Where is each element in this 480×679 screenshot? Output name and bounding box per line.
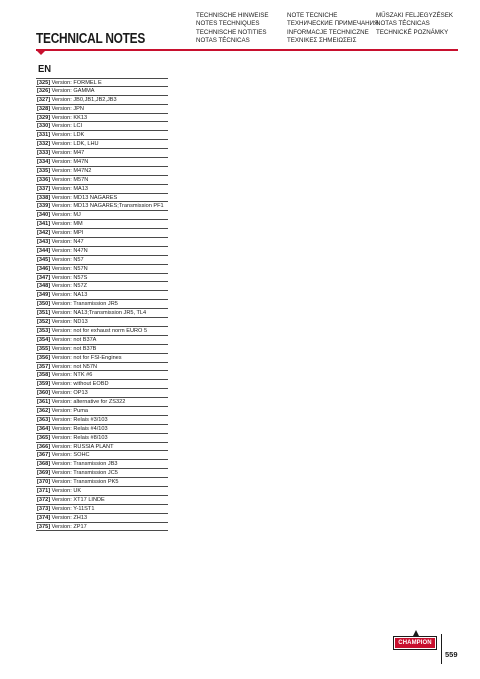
note-code: [330] bbox=[37, 123, 51, 130]
heading-es: NOTAS TÉCNICAS bbox=[196, 36, 250, 44]
note-code: [325] bbox=[37, 80, 51, 86]
heading-nl: TECHNISCHE NOTITIES bbox=[196, 28, 267, 36]
note-text: Version: MPI bbox=[51, 230, 84, 237]
note-code: [375] bbox=[37, 523, 51, 530]
heading-fr: NOTES TECHNIQUES bbox=[196, 20, 260, 28]
note-row bbox=[36, 478, 168, 487]
note-row bbox=[36, 291, 168, 300]
note-row bbox=[36, 389, 168, 398]
note-text: Version: M47N bbox=[51, 159, 89, 166]
note-text: Version: UK bbox=[51, 487, 82, 494]
note-row bbox=[36, 96, 168, 105]
note-code: [345] bbox=[37, 256, 51, 263]
note-code: [353] bbox=[37, 327, 51, 334]
note-code: [351] bbox=[37, 310, 51, 317]
note-row bbox=[36, 78, 168, 87]
heading-ru: ТЕХНИЧЕСКИЕ ПРИМЕЧАНИЯ bbox=[287, 20, 379, 28]
note-code: [369] bbox=[37, 470, 51, 477]
note-text: Version: MD13 NAGARES bbox=[51, 194, 118, 201]
note-text: Version: NA13 bbox=[51, 292, 88, 299]
note-row bbox=[36, 496, 168, 505]
note-code: [374] bbox=[37, 514, 51, 521]
note-text: Version: JB0,JB1,JB2,JB3 bbox=[51, 96, 117, 103]
note-code: [332] bbox=[37, 141, 51, 148]
note-row bbox=[36, 87, 168, 96]
note-row bbox=[36, 105, 168, 114]
note-text: Version: LCI bbox=[51, 123, 83, 130]
note-text: Version: Puma bbox=[51, 407, 89, 414]
note-text: Version: Transmission JR5 bbox=[51, 301, 118, 308]
note-row bbox=[36, 211, 168, 220]
note-text: Version: not for exhaust norm EURO 5 bbox=[51, 327, 148, 334]
note-row bbox=[36, 282, 168, 291]
note-code: [354] bbox=[37, 336, 51, 343]
note-text: Version: ZH13 bbox=[51, 514, 88, 521]
note-code: [341] bbox=[37, 221, 51, 228]
note-row bbox=[36, 300, 168, 309]
note-row bbox=[36, 229, 168, 238]
note-code: [347] bbox=[37, 274, 51, 281]
note-text: Version: N57Z bbox=[51, 283, 88, 290]
note-text: Version: Transmission PK5 bbox=[51, 479, 119, 486]
note-text: Version: alternative for ZS322 bbox=[51, 399, 126, 406]
note-code: [327] bbox=[37, 96, 51, 103]
note-code: [338] bbox=[37, 194, 51, 201]
note-code: [344] bbox=[37, 247, 51, 254]
note-text: Version: N47 bbox=[51, 239, 84, 246]
note-row bbox=[36, 122, 168, 131]
note-text: Version: M47 bbox=[51, 150, 85, 157]
note-text: Version: Y-11ST1 bbox=[51, 505, 95, 512]
note-code: [362] bbox=[37, 407, 51, 414]
note-text: Version: SOHC bbox=[51, 452, 90, 459]
note-row bbox=[36, 469, 168, 478]
note-row bbox=[36, 220, 168, 229]
note-text: Version: MD13 NAGARES;Transmission PF1 bbox=[51, 203, 164, 210]
note-text: Version: Relais #8/103 bbox=[51, 434, 108, 441]
heading-column-3 bbox=[376, 12, 453, 37]
heading-column-1 bbox=[196, 12, 269, 45]
note-text: Version: XT17 LINDE bbox=[51, 496, 105, 503]
note-text: Version: Transmission JB3 bbox=[51, 461, 118, 468]
note-row bbox=[36, 523, 168, 532]
note-code: [350] bbox=[37, 301, 51, 308]
note-row bbox=[36, 460, 168, 469]
champion-logo-text: CHAMPION bbox=[395, 638, 435, 648]
note-text: Version: LDK, LHU bbox=[51, 141, 99, 148]
note-text: Version: FORMEL E bbox=[51, 80, 102, 86]
note-text: Version: RUSSIA PLANT bbox=[51, 443, 114, 450]
note-row bbox=[36, 371, 168, 380]
note-code: [361] bbox=[37, 399, 51, 406]
note-row bbox=[36, 398, 168, 407]
note-code: [343] bbox=[37, 239, 51, 246]
note-row bbox=[36, 363, 168, 372]
note-code: [360] bbox=[37, 390, 51, 397]
note-code: [334] bbox=[37, 159, 51, 166]
champion-logo bbox=[393, 636, 437, 650]
note-code: [359] bbox=[37, 381, 51, 388]
note-row bbox=[36, 265, 168, 274]
note-code: [364] bbox=[37, 425, 51, 432]
note-row bbox=[36, 140, 168, 149]
note-text: Version: N57N bbox=[51, 265, 88, 272]
note-code: [326] bbox=[37, 87, 51, 94]
heading-cs: TECHNICKÉ POZNÁMKY bbox=[376, 28, 449, 36]
note-row bbox=[36, 114, 168, 123]
note-row bbox=[36, 238, 168, 247]
note-text: Version: MM bbox=[51, 221, 83, 228]
note-code: [363] bbox=[37, 416, 51, 423]
note-row bbox=[36, 202, 168, 211]
note-row bbox=[36, 345, 168, 354]
note-text: Version: LDK bbox=[51, 132, 85, 139]
note-row bbox=[36, 487, 168, 496]
page-number: 559 bbox=[445, 650, 458, 659]
note-text: Version: KK13 bbox=[51, 114, 88, 121]
note-code: [366] bbox=[37, 443, 51, 450]
note-code: [372] bbox=[37, 496, 51, 503]
note-code: [356] bbox=[37, 354, 51, 361]
note-row bbox=[36, 309, 168, 318]
note-row bbox=[36, 336, 168, 345]
note-row bbox=[36, 185, 168, 194]
note-row bbox=[36, 247, 168, 256]
note-text: Version: N57 bbox=[51, 256, 84, 263]
page-title: TECHNICAL NOTES bbox=[36, 31, 146, 47]
note-code: [331] bbox=[37, 132, 51, 139]
note-code: [367] bbox=[37, 452, 51, 459]
note-text: Version: MJ bbox=[51, 212, 81, 219]
note-row bbox=[36, 416, 168, 425]
note-code: [348] bbox=[37, 283, 51, 290]
note-text: Version: Relais #3/103 bbox=[51, 416, 108, 423]
note-row bbox=[36, 131, 168, 140]
note-text: Version: N47N bbox=[51, 247, 88, 254]
note-text: Version: OP13 bbox=[51, 390, 88, 397]
note-code: [329] bbox=[37, 114, 51, 121]
note-code: [371] bbox=[37, 487, 51, 494]
note-code: [373] bbox=[37, 505, 51, 512]
note-text: Version: ND13 bbox=[51, 319, 88, 326]
note-text: Version: not for FSI-Engines bbox=[51, 354, 122, 361]
note-row bbox=[36, 149, 168, 158]
note-row bbox=[36, 380, 168, 389]
note-row bbox=[36, 256, 168, 265]
note-text: Version: without EOBD bbox=[51, 381, 109, 388]
title-divider-arrow-icon bbox=[36, 50, 46, 55]
note-code: [357] bbox=[37, 363, 51, 370]
note-code: [340] bbox=[37, 212, 51, 219]
note-row bbox=[36, 318, 168, 327]
note-text: Version: GAMMA bbox=[51, 87, 95, 94]
note-code: [342] bbox=[37, 230, 51, 237]
heading-it: NOTE TECNICHE bbox=[287, 12, 338, 19]
note-text: Version: not N57N bbox=[51, 363, 98, 370]
note-row bbox=[36, 434, 168, 443]
language-code: EN bbox=[38, 63, 52, 75]
note-code: [370] bbox=[37, 479, 51, 486]
note-row bbox=[36, 167, 168, 176]
note-row bbox=[36, 451, 168, 460]
heading-el: ΤΕΧΝΙΚΕΣ ΣΗΜΕΙΩΣΕΙΣ bbox=[287, 36, 357, 44]
note-code: [352] bbox=[37, 319, 51, 326]
note-code: [358] bbox=[37, 372, 51, 379]
heading-pt: NOTAS TÉCNICAS bbox=[376, 20, 430, 28]
note-row bbox=[36, 158, 168, 167]
note-row bbox=[36, 194, 168, 203]
note-code: [328] bbox=[37, 105, 51, 112]
heading-pl: INFORMACJE TECHNICZNE bbox=[287, 28, 369, 36]
note-text: Version: NTK #6 bbox=[51, 372, 93, 379]
note-row bbox=[36, 505, 168, 514]
note-row bbox=[36, 407, 168, 416]
note-code: [335] bbox=[37, 167, 51, 174]
note-code: [346] bbox=[37, 265, 51, 272]
title-divider bbox=[36, 49, 458, 51]
note-text: Version: M57N bbox=[51, 176, 89, 183]
note-code: [355] bbox=[37, 345, 51, 352]
note-code: [349] bbox=[37, 292, 51, 299]
note-code: [337] bbox=[37, 185, 51, 192]
note-code: [365] bbox=[37, 434, 51, 441]
heading-hu: MŰSZAKI FELJEGYZÉSEK bbox=[376, 12, 454, 19]
note-code: [368] bbox=[37, 461, 51, 468]
heading-column-2 bbox=[287, 12, 379, 45]
note-text: Version: N57S bbox=[51, 274, 88, 281]
note-text: Version: ZP17 bbox=[51, 523, 87, 530]
note-text: Version: Transmission JC5 bbox=[51, 470, 118, 477]
note-text: Version: MA13 bbox=[51, 185, 89, 192]
heading-de: TECHNISCHE HINWEISE bbox=[196, 12, 269, 19]
note-text: Version: Relais #4/103 bbox=[51, 425, 108, 432]
note-text: Version: not B37A bbox=[51, 336, 97, 343]
note-code: [336] bbox=[37, 176, 51, 183]
note-row bbox=[36, 327, 168, 336]
note-row bbox=[36, 425, 168, 434]
note-row bbox=[36, 176, 168, 185]
page-number-divider bbox=[441, 634, 442, 664]
note-row bbox=[36, 514, 168, 523]
note-text: Version: not B37B bbox=[51, 345, 97, 352]
note-row bbox=[36, 443, 168, 452]
note-row bbox=[36, 274, 168, 283]
note-code: [339] bbox=[37, 203, 51, 210]
note-text: Version: JPN bbox=[51, 105, 84, 112]
technical-notes-list bbox=[36, 78, 168, 531]
note-text: Version: M47N2 bbox=[51, 167, 92, 174]
note-text: Version: NA13;Transmission JR5, TL4 bbox=[51, 310, 147, 317]
note-code: [333] bbox=[37, 150, 51, 157]
note-row bbox=[36, 354, 168, 363]
